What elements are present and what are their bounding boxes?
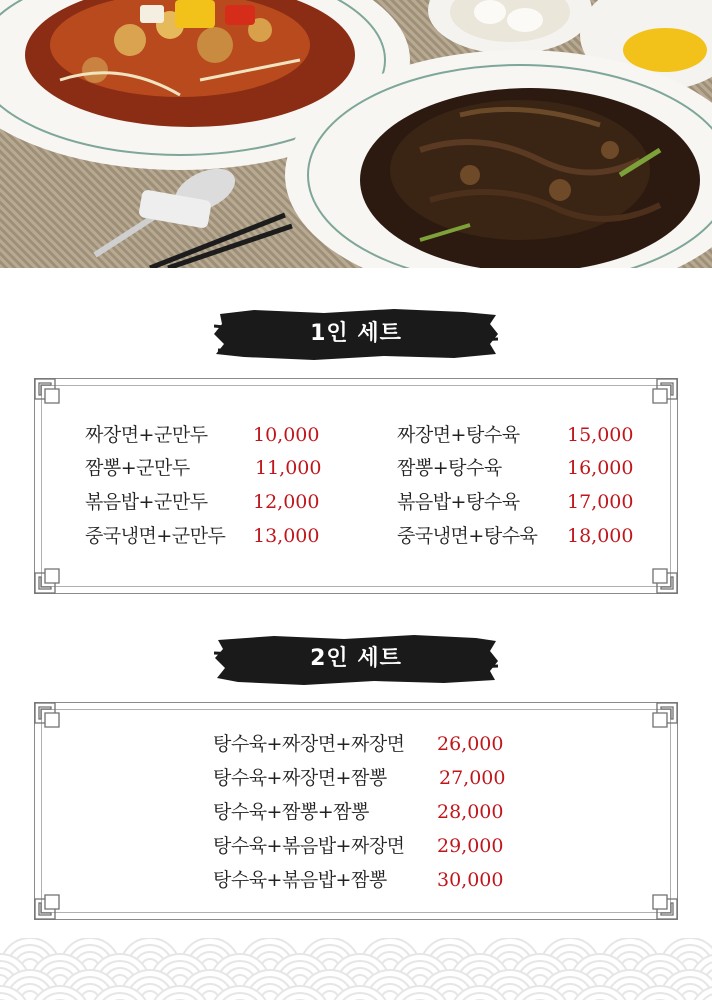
menu-item-name: 탕수육+짬뽕+짬뽕 <box>213 801 369 823</box>
menu-item-name: 볶음밥+탕수육 <box>397 491 520 513</box>
menu-item <box>85 453 190 483</box>
menu-item <box>397 453 502 483</box>
menu-item-price: 26,000 <box>437 733 504 755</box>
menu-item-price-cell <box>567 521 633 551</box>
menu-item <box>85 521 225 551</box>
menu-item-price: 16,000 <box>567 457 634 479</box>
frame-corner-ornament <box>651 567 679 595</box>
menu-item-name: 탕수육+볶음밥+짬뽕 <box>213 869 387 891</box>
menu-item-price-cell <box>255 453 321 483</box>
menu-item <box>213 797 369 827</box>
menu-item-price: 10,000 <box>253 424 320 446</box>
menu-item <box>213 831 405 861</box>
menu-item-price: 28,000 <box>437 801 504 823</box>
menu-item <box>213 865 387 895</box>
menu-frame-single-set <box>34 378 678 594</box>
frame-corner-ornament <box>33 377 61 405</box>
menu-item-price-cell <box>437 729 503 759</box>
frame-corner-ornament <box>33 701 61 729</box>
wave-pattern-footer <box>0 938 712 1000</box>
menu-item-price: 27,000 <box>439 767 506 789</box>
menu-item-price: 17,000 <box>567 491 634 513</box>
menu-item-price: 18,000 <box>567 525 634 547</box>
menu-item-price-cell <box>437 797 503 827</box>
menu-item-name: 탕수육+짜장면+짬뽕 <box>213 767 387 789</box>
menu-item-price-cell <box>437 831 503 861</box>
menu-item <box>85 420 208 450</box>
frame-corner-ornament <box>651 893 679 921</box>
section-banner-double-set <box>214 631 498 687</box>
menu-item-price: 11,000 <box>255 457 322 479</box>
frame-corner-ornament <box>33 893 61 921</box>
menu-item-price: 30,000 <box>437 869 504 891</box>
menu-item-price-cell <box>567 453 633 483</box>
menu-item-name: 볶음밥+군만두 <box>85 491 208 513</box>
menu-item <box>397 521 537 551</box>
hero-food-photo <box>0 0 712 268</box>
frame-corner-ornament <box>651 377 679 405</box>
menu-item-name: 중국냉면+군만두 <box>85 525 226 547</box>
menu-item-name: 탕수육+볶음밥+짜장면 <box>213 835 405 857</box>
menu-item-price: 15,000 <box>567 424 634 446</box>
menu-item-price: 13,000 <box>253 525 320 547</box>
menu-item-price-cell <box>567 420 633 450</box>
menu-item <box>213 729 405 759</box>
menu-item-price-cell <box>567 487 633 517</box>
menu-item <box>397 420 520 450</box>
section-title: 2인 세트 <box>310 646 402 671</box>
menu-item-name: 탕수육+짜장면+짜장면 <box>213 733 405 755</box>
menu-item-price-cell <box>253 487 319 517</box>
menu-item-price-cell <box>437 865 503 895</box>
menu-item-price: 12,000 <box>253 491 320 513</box>
menu-item-price-cell <box>253 521 319 551</box>
frame-corner-ornament <box>33 567 61 595</box>
section-title: 1인 세트 <box>310 321 402 346</box>
menu-item <box>397 487 520 517</box>
menu-item-name: 중국냉면+탕수육 <box>397 525 538 547</box>
menu-item-name: 짬뽕+탕수육 <box>397 457 502 479</box>
menu-item-price: 29,000 <box>437 835 504 857</box>
menu-item-name: 짜장면+탕수육 <box>397 424 520 446</box>
menu-item-name: 짜장면+군만두 <box>85 424 208 446</box>
menu-item <box>213 763 387 793</box>
menu-item-name: 짬뽕+군만두 <box>85 457 190 479</box>
menu-item-price-cell <box>253 420 319 450</box>
menu-item <box>85 487 208 517</box>
menu-item-price-cell <box>439 763 505 793</box>
frame-corner-ornament <box>651 701 679 729</box>
menu-frame-double-set <box>34 702 678 920</box>
section-banner-single-set <box>214 306 498 362</box>
